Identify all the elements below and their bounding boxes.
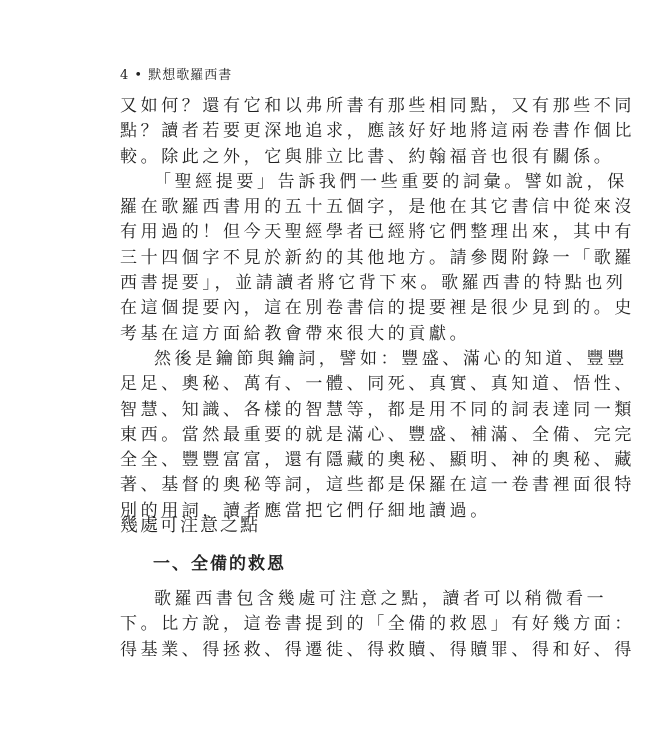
running-head [120, 64, 232, 83]
text-line: 著、基督的奧秘等詞，這些都是保羅在這一卷書裡面很特 [120, 475, 635, 496]
paragraph [120, 587, 635, 663]
body-text-top [120, 94, 635, 524]
text-line: 點？讀者若要更深地追求，應該好好地將這兩卷書作個比 [120, 121, 635, 142]
text-line: 有用過的！但今天聖經學者已經將它們整理出來，其中有 [120, 222, 635, 243]
text-line: 得基業、得拯救、得遷徙、得救贖、得贖罪、得和好、得 [120, 639, 635, 660]
text-line: 羅在歌羅西書用的五十五個字，是他在其它書信中從來沒 [120, 197, 635, 218]
text-line: 下。比方說，這卷書提到的「全備的救恩」有好幾方面： [120, 614, 635, 635]
text-line: 三十四個字不見於新約的其他地方。請參閱附錄一「歌羅 [120, 247, 635, 268]
text-line: 考基在這方面給教會帶來很大的貢獻。 [120, 323, 471, 344]
text-line: 歌羅西書包含幾處可注意之點，讀者可以稍微看一 [154, 589, 608, 609]
sub-heading: 一、全備的救恩 [153, 554, 286, 574]
text-line: 在這個提要內，這在別卷書信的提要裡是很少見到的。史 [120, 298, 635, 319]
paragraph [120, 94, 635, 170]
text-line: 東西。當然最重要的就是滿心、豐盛、補滿、全備、完完 [120, 424, 635, 445]
text-line: 西書提要」，並請讀者將它背下來。歌羅西書的特點也列 [120, 273, 627, 294]
text-line: 較。除此之外，它與腓立比書、約翰福音也很有關係。 [120, 146, 615, 167]
text-line: 全全、豐豐富富，還有隱藏的奧秘、顯明、神的奧秘、藏 [120, 450, 635, 471]
text-line: 智慧、知識、各樣的智慧等，都是用不同的詞表達同一類 [120, 399, 635, 420]
text-line: 別的用詞，讀者應當把它們仔細地讀過。 [120, 500, 491, 521]
text-line: 「聖經提要」告訴我們一些重要的詞彙。譬如說，保 [154, 171, 628, 192]
body-text-bottom [120, 587, 635, 663]
text-line: 然後是鑰節與鑰詞，譬如：豐盛、滿心的知道、豐豐 [154, 348, 628, 369]
paragraph [120, 347, 635, 524]
text-line: 又如何？還有它和以弗所書有那些相同點，又有那些不同 [120, 96, 635, 116]
page-number: 4 [120, 68, 130, 83]
section-heading: 幾處可注意之點 [120, 515, 260, 536]
separator-dot: • [134, 68, 144, 83]
text-line: 足足、奧秘、萬有、一體、同死、真實、真知道、悟性、 [120, 374, 635, 395]
book-title: 默想歌羅西書 [148, 68, 233, 83]
paragraph [120, 170, 635, 347]
